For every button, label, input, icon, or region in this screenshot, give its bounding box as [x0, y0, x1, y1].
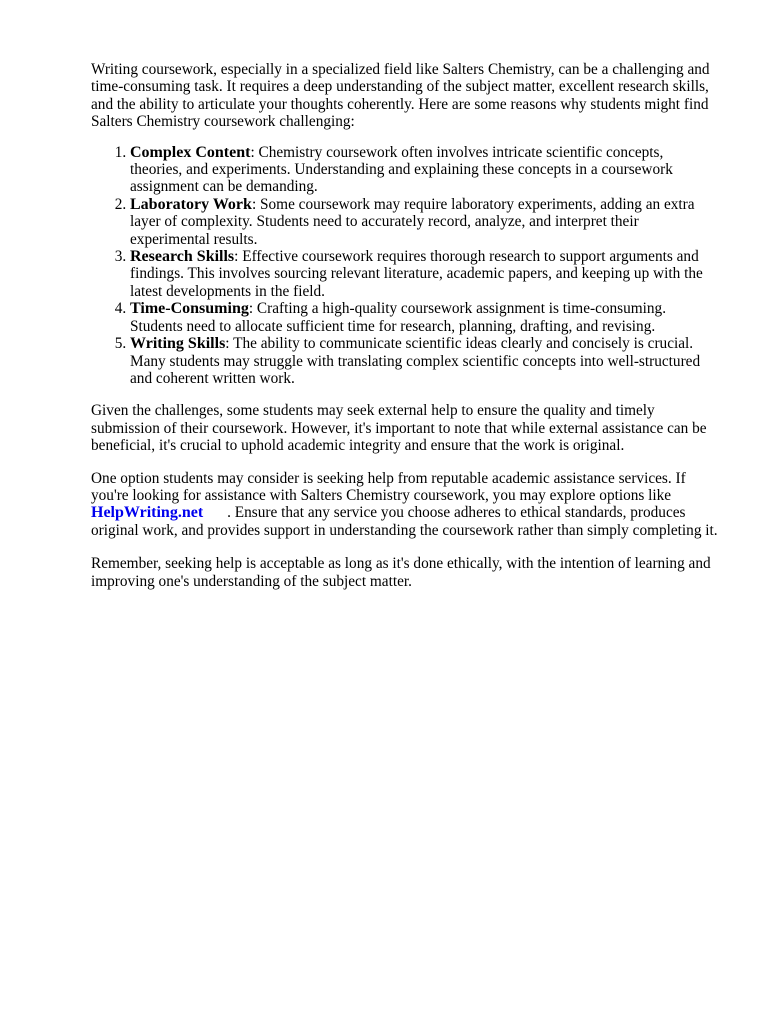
list-item-text: Effective coursework requires thorough research to support arguments and findings. This involves sourcing relevant literature, academic papers, and keeping up with the latest developments in the field. [130, 248, 703, 300]
list-item-text: Some coursework may require laboratory experiments, adding an extra layer of complexity. Students need to accurately record, analyze, and interpret their experimental results. [130, 195, 695, 248]
assistance-text-before: One option students may consider is seeking help from reputable academic assistance services. If you're looking for assistance with Salters Chemistry coursework, you may explore options like [91, 469, 686, 504]
list-item-text: Crafting a high-quality coursework assignment is time-consuming. Students need to allocate sufficient time for research, planning, drafting, and revising. [130, 300, 667, 335]
list-item-time-consuming [130, 300, 718, 335]
assistance-text-after: . Ensure that any service you choose adheres to ethical standards, produces original work, and provides support in understanding the coursework rather than simply completing it. [91, 504, 718, 539]
list-item-writing-skills [130, 335, 718, 387]
list-item-term: Writing Skills [130, 335, 226, 353]
list-item-term: Complex Content [130, 143, 251, 161]
list-item-separator: : [225, 335, 230, 353]
list-item-term: Research Skills [130, 248, 235, 266]
list-item-text: The ability to communicate scientific ideas clearly and concisely is crucial. Many students may struggle with translating complex scientific concepts into well-structured and coherent written work. [130, 335, 701, 387]
list-item-text: Chemistry coursework often involves intricate scientific concepts, theories, and experiments. Understanding and explaining these concepts in a coursework assignment can be demanding. [130, 143, 673, 196]
list-item-separator: : [250, 143, 255, 161]
list-item-term: Time-Consuming [130, 300, 249, 318]
assistance-paragraph [91, 470, 718, 540]
remember-paragraph: Remember, seeking help is acceptable as long as it's done ethically, with the intention of learning and improving one's understanding of the subject matter. [91, 555, 711, 590]
challenges-list [91, 144, 718, 388]
list-item-separator: : [251, 195, 257, 213]
intro-paragraph: Writing coursework, especially in a specialized field like Salters Chemistry, can be a challenging and time-consuming task. It requires a deep understanding of the subject matter, excellent research skills, and the ability to articulate your thoughts coherently. Here are some reasons why students might find Salters Chemistry coursework challenging: [91, 61, 710, 131]
list-item-complex-content [130, 144, 718, 196]
given-paragraph: Given the challenges, some students may seek external help to ensure the quality and timely submission of their coursework. However, it's important to note that while external assistance can be beneficial, it's crucial to uphold academic integrity and ensure that the work is original. [91, 402, 707, 455]
list-item-research-skills [130, 248, 718, 300]
helpwriting-link[interactable]: HelpWriting.net [91, 504, 204, 522]
list-item-separator: : [234, 248, 239, 266]
list-item-separator: : [248, 300, 254, 318]
list-item-laboratory-work [130, 196, 718, 248]
list-item-term: Laboratory Work [130, 195, 252, 213]
